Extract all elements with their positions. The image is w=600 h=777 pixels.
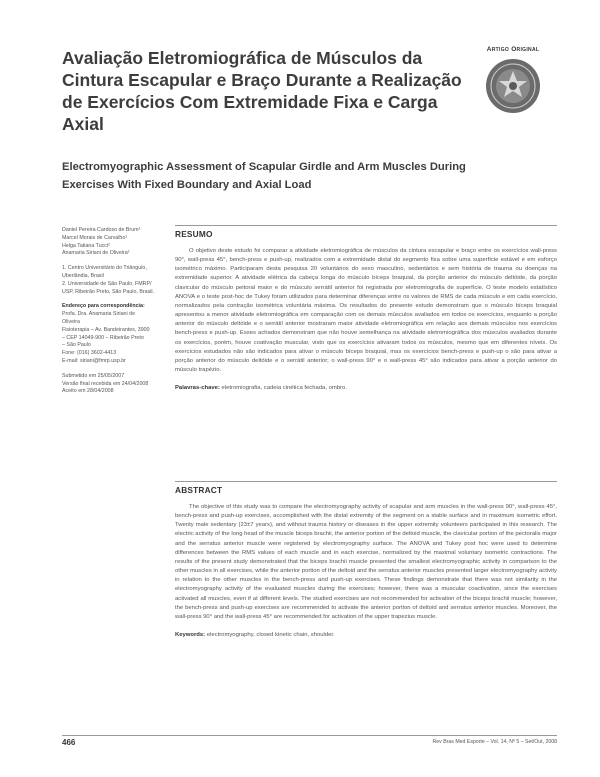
resumo-heading: RESUMO <box>175 229 213 239</box>
author-name: Helga Tatiana Tucci² <box>62 242 110 249</box>
correspondence-line: – São Paulo <box>62 342 91 349</box>
correspondence-line: Fone: (016) 3602-4413 <box>62 350 117 357</box>
correspondence-heading: Endereço para correspondência: <box>62 303 145 310</box>
abstract-section <box>175 481 557 640</box>
footer-divider <box>62 735 557 736</box>
affiliation-line: Uberlândia, Brasil <box>62 272 104 279</box>
page-number: 466 <box>62 738 76 747</box>
affiliation-line: 1. Centro Universitário do Triângulo, <box>62 265 147 272</box>
correspondence-line: – CEP 14049-900 – Ribeirão Preto <box>62 334 144 341</box>
abstract-paragraph: The objective of this study was to compare the electromyography activity of scapular and arm muscles in the wall-press 90°, wall-press 45°, bench-press and push-up exercises, accomplished with the distal extremity of the segment on a stable surface and in maximum isometric effort. Twenty male sedentary (23±7 years), and without trauma history or diseases in the upper extremity volunteers participated in this research. The electric activity of the long head of the muscle biceps brachii, the anterior portion of the deltoid muscle, the clavicular portion of the pectoralis major and the serratus anterior muscle were registered by electromyography surface. The ANOVA and Tukey post hoc were used to determine differences between the RMS values of each muscle and in each exercise, normalized by the maximal voluntary isometric contractions. The results of the present study demonstrated that the biceps brachii muscle presented the smallest electromyographic activity in comparison to the other muscles in all exercises, while the anterior portion of the deltoid and the serratus anterior muscles presented larger electromyography activity in relation to the other muscles in the bench-press and push-up exercises. These findings demonstrate that there was not similarity in the electromyography activity of the evaluated muscles during the exercises; however, there was a muscular coactivation, since the exercises activated all muscles, even if at different levels. The studied exercises are not recommended for activation of the biceps brachii muscle; however, the bench-press and push-up exercises are recommended to activate the anterior portion of deltoid and serratus anterior muscles. Moreover, the wall-press 90° and the wall-press 45° are recommended for activation of the upper trapezius muscle. <box>175 504 557 620</box>
article-title-portuguese: Avaliação Eletromiográfica de Músculos da Cintura Escapular e Braço Durante a Realização de Exercícios Com Extremidade Fixa e Carga Axial <box>62 48 462 134</box>
affiliation-line: USP, Ribeirão Preto, São Paulo, Brasil. <box>62 288 155 295</box>
submission-date: Submetido em 25/05/2007 <box>62 372 125 379</box>
section-divider <box>175 481 557 482</box>
affiliation-line: 2. Universidade de São Paulo, FMRP/ <box>62 280 152 287</box>
resumo-section <box>175 225 557 393</box>
journal-seal-icon <box>484 57 542 115</box>
keywords-label: Keywords: <box>175 632 206 639</box>
resumo-body <box>175 247 557 375</box>
abstract-keywords <box>175 631 557 640</box>
article-title-english: Electromyographic Assessment of Scapular Girdle and Arm Muscles During Exercises With Fixed Boundary and Axial Load <box>62 161 466 191</box>
article-type-label: Artigo Original <box>486 46 540 53</box>
resumo-keywords <box>175 384 557 393</box>
keywords-values: electromyography, closed kinetic chain, shoulder. <box>205 632 335 639</box>
section-divider <box>175 225 557 226</box>
correspondence-line: Profa. Dra. Anamaria Siriani de <box>62 311 136 318</box>
correspondence-email: E-mail: siriani@fmrp.usp.br <box>62 357 126 364</box>
author-info-column <box>62 227 170 396</box>
author-name: Marcel Morais de Carvalho¹ <box>62 234 128 241</box>
resumo-paragraph: O objetivo deste estudo foi comparar a atividade eletromiográfica de músculos da cintura escapular e braço entre os exercícios wall-press 90°, wall-press 45°, bench-press e push-up, realizados com a extremidade distal do segmento fixa sobre uma superfície estável e em esforço isométrico máximo. Participaram desta pesquisa 20 voluntários do sexo masculino, sedentários e sem história de trauma ou doenças na extremidade superior. A atividade elétrica da cabeça longa do músculo bíceps braquial, da porção anterior do músculo deltóide, da porção clavicular do músculo peitoral maior e do músculo serrátil anterior foi registrada por eletromiografia de superfície. O teste modelo estatístico ANOVA e o teste post-hoc de Tukey foram utilizados para determinar diferenças entre os valores de RMS de cada músculo e em cada exercício, normalizados pela contração isométrica voluntária máxima. Os resultados do presente estudo demonstram que o músculo bíceps braquial apresentou a menor atividade eletromiográfica em comparação com os demais músculos avaliados em todos os exercícios, enquanto a porção anterior do músculo deltóide e o serrátil anterior mostraram maior atividade eletromiográfica em relação aos demais músculos nos exercícios bench-press e push-up. Esses achados demonstram que não houve semelhança na atividade eletromiográfica dos músculos avaliados durante os exercícios, porém, houve coativação muscular, visto que os exercícios ativaram todos os músculos, mesmo que em diferentes níveis. Os exercícios estudados não são indicados para ativar o músculo bíceps braquial, mas os exercícios bench-press e push-up o são para ativar a porção anterior do músculo deltóide e o serrátil anterior; o wall-press 90° e o wall-press 45° são indicados para ativar a porção anterior do músculo trapézio. <box>175 248 557 374</box>
author-name: Anamaria Siriani de Oliveira² <box>62 250 130 257</box>
keywords-values: eletromiografia, cadeia cinética fechada, ombro. <box>219 385 347 392</box>
abstract-body <box>175 503 557 622</box>
revision-date: Versão final recebida em 24/04/2008 <box>62 380 149 387</box>
abstract-heading: ABSTRACT <box>175 485 223 495</box>
correspondence-line: Oliveira <box>62 318 80 325</box>
author-name: Daniel Pereira Cardoso de Brum¹ <box>62 227 141 233</box>
journal-citation: Rev Bras Med Esporte – Vol. 14, Nº 5 – Set/Out, 2008 <box>432 739 557 745</box>
correspondence-line: Fisioterapia – Av. Bandeirantes, 3900 <box>62 326 150 333</box>
keywords-label: Palavras-chave: <box>175 385 220 392</box>
article-type-badge <box>478 46 548 115</box>
acceptance-date: Aceito em 28/04/2008 <box>62 388 114 395</box>
